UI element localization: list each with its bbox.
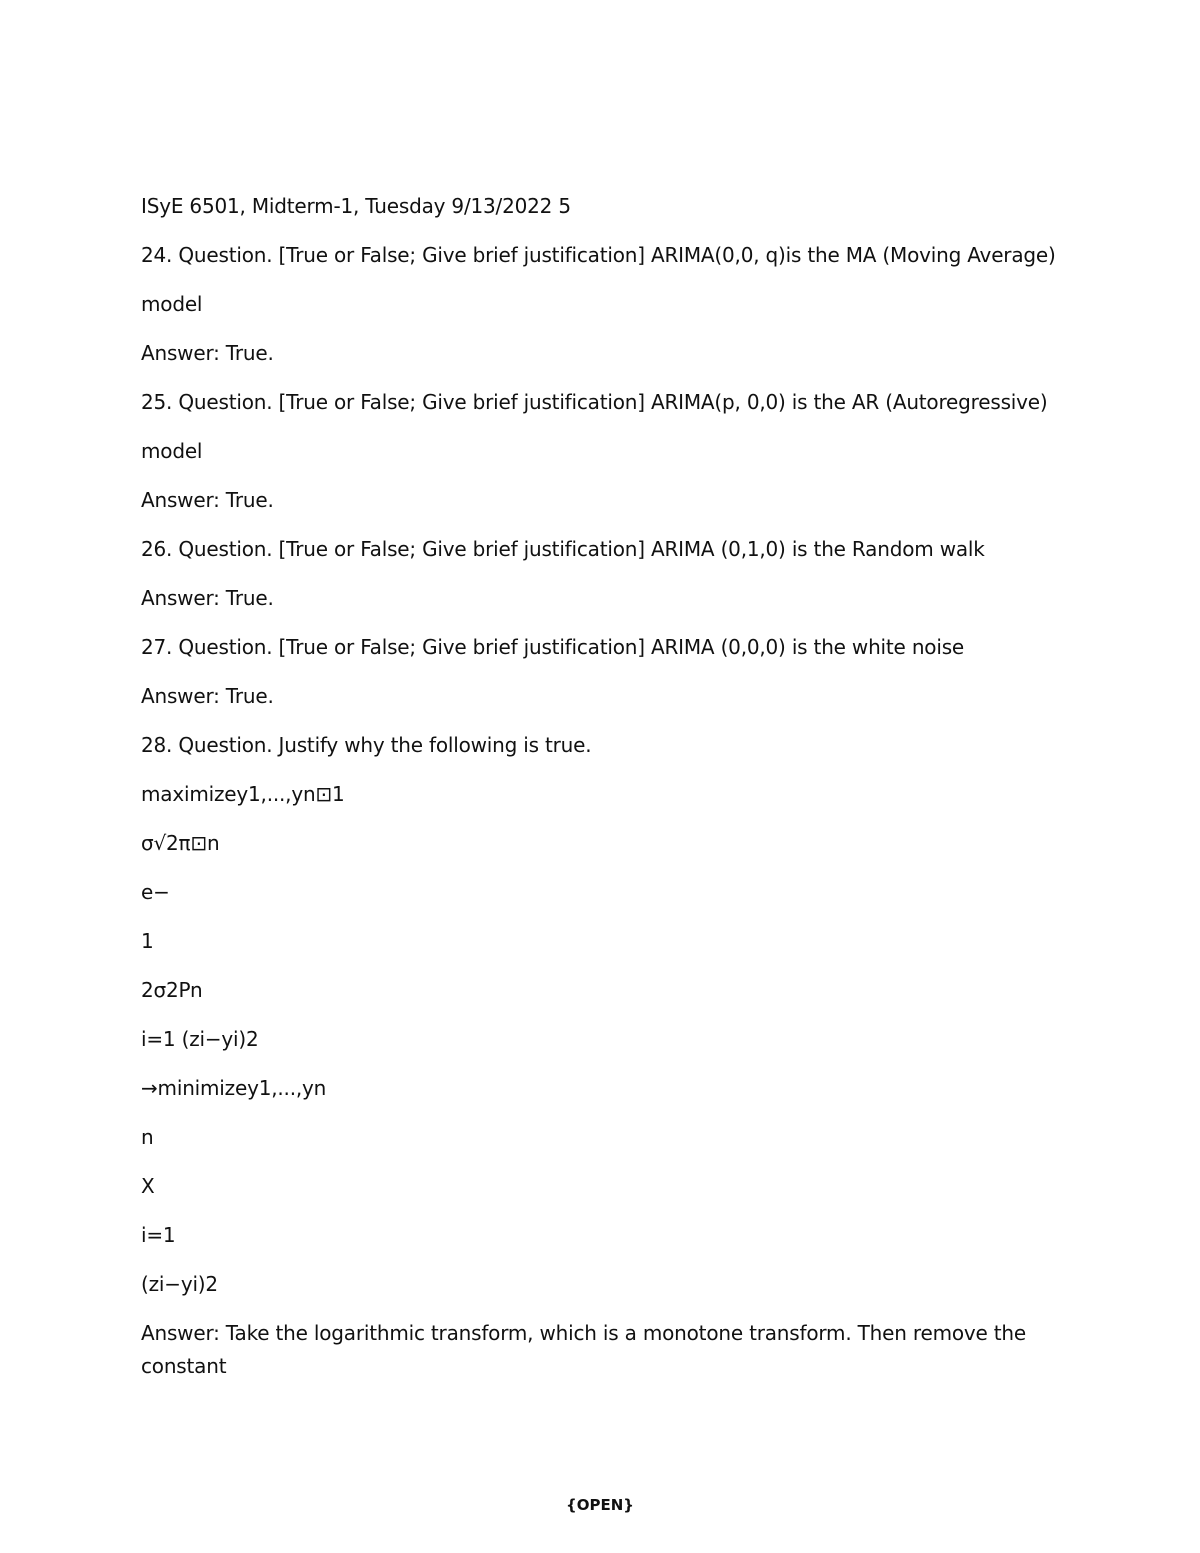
formula-line: →minimizey1,...,yn bbox=[141, 1076, 327, 1100]
question-24-continuation: model bbox=[141, 292, 203, 316]
question-25: 25. Question. [True or False; Give brief justification] ARIMA(p, 0,0) is the AR (Autoregressive) bbox=[141, 390, 1048, 414]
formula-line: X bbox=[141, 1174, 155, 1198]
question-25-continuation: model bbox=[141, 439, 203, 463]
formula-line: n bbox=[141, 1125, 154, 1149]
formula-line: σ√2π⊡n bbox=[141, 831, 220, 855]
formula-line: (zi−yi)2 bbox=[141, 1272, 218, 1296]
answer-27: Answer: True. bbox=[141, 684, 274, 708]
document-header: ISyE 6501, Midterm-1, Tuesday 9/13/2022 5 bbox=[141, 194, 571, 218]
document-body bbox=[141, 190, 1071, 1399]
formula-line: i=1 bbox=[141, 1223, 176, 1247]
formula-line: maximizey1,...,yn⊡1 bbox=[141, 782, 345, 806]
answer-28: Answer: Take the logarithmic transform, which is a monotone transform. Then remove the constant bbox=[141, 1321, 1027, 1378]
classification-footer: {OPEN} bbox=[566, 1496, 634, 1514]
answer-24: Answer: True. bbox=[141, 341, 274, 365]
formula-line: i=1 (zi−yi)2 bbox=[141, 1027, 259, 1051]
question-24: 24. Question. [True or False; Give brief justification] ARIMA(0,0, q)is the MA (Moving Average) bbox=[141, 243, 1056, 267]
answer-26: Answer: True. bbox=[141, 586, 274, 610]
question-27: 27. Question. [True or False; Give brief justification] ARIMA (0,0,0) is the white noise bbox=[141, 635, 965, 659]
formula-line: e− bbox=[141, 880, 170, 904]
formula-line: 1 bbox=[141, 929, 154, 953]
question-28: 28. Question. Justify why the following is true. bbox=[141, 733, 592, 757]
formula-line: 2σ2Pn bbox=[141, 978, 203, 1002]
question-26: 26. Question. [True or False; Give brief justification] ARIMA (0,1,0) is the Random walk bbox=[141, 537, 985, 561]
answer-25: Answer: True. bbox=[141, 488, 274, 512]
